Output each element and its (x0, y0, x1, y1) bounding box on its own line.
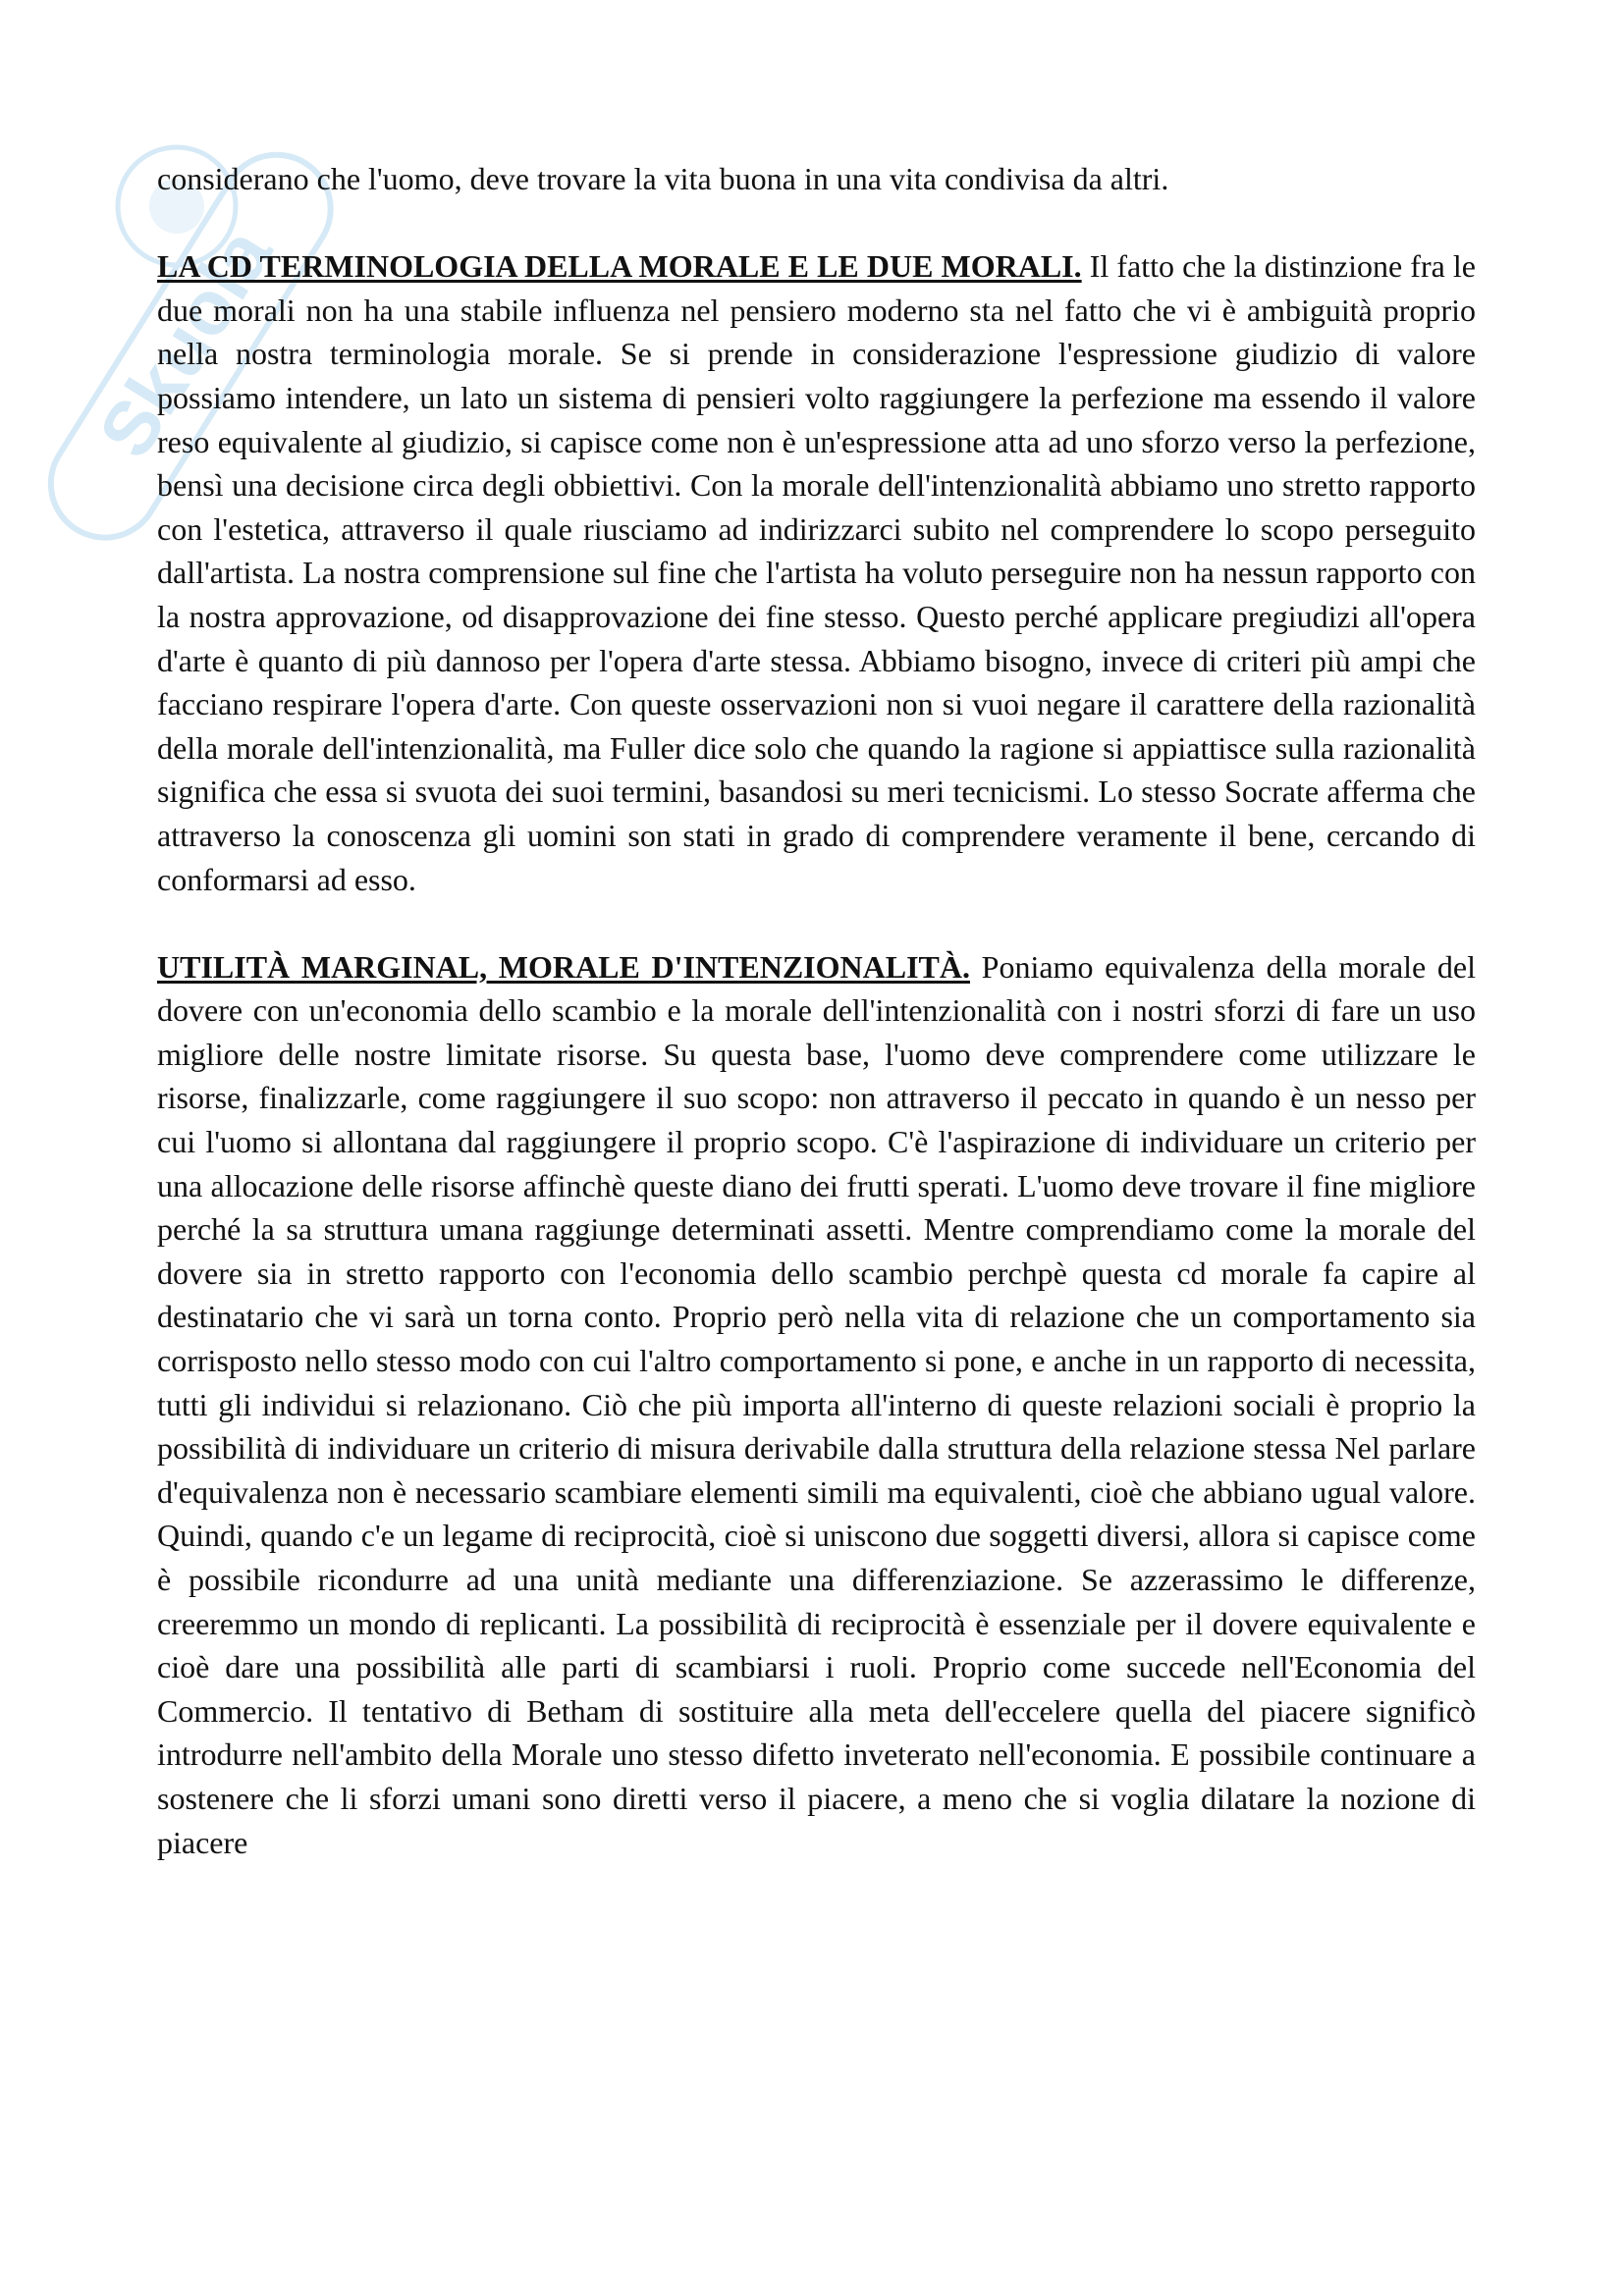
section-heading-terminologia: LA CD TERMINOLOGIA DELLA MORALE E LE DUE MORALI. (157, 248, 1082, 285)
svg-text:Skuola: Skuola (81, 213, 289, 472)
section-utilita-marginal (157, 945, 1476, 1864)
section-body-utilita-marginal: Poniamo equivalenza della morale del dovere con un'economia dello scambio e la morale dell'intenzionalità con i nostri sforzi di fare un uso migliore delle nostre limitate risorse. Su questa base, l'uomo deve comprendere come utilizzare le risorse, finalizzarle, come raggiungere il suo scopo: non attraverso il peccato in quando è un nesso per cui l'uomo si allontana dal raggiungere il proprio scopo. C'è l'aspirazione di individuare un criterio per una allocazione delle risorse affinchè queste diano dei frutti sperati. L'uomo deve trovare il fine migliore perché la sa struttura umana raggiunge determinati assetti. Mentre comprendiamo come la morale del dovere sia in stretto rapporto con l'economia dello scambio perchpè questa cd morale fa capire al destinatario che vi sarà un torna conto. Proprio però nella vita di relazione che un comportamento sia corrisposto nello stesso modo con cui l'altro comportamento si pone, e anche in un rapporto di necessita, tutti gli individui si relazionano. Ciò che più importa all'interno di queste relazioni sociali è proprio la possibilità di individuare un criterio di misura derivabile dalla struttura della relazione stessa Nel parlare d'equivalenza non è necessario scambiare elementi simili ma equivalenti, cioè che abbiano ugual valore. Quindi, quando c'e un legame di reciprocità, cioè si uniscono due soggetti diversi, allora si capisce come è possibile ricondurre ad una unità mediante una differenziazione. Se azzerassimo le differenze, creeremmo un mondo di replicanti. La possibilità di reciprocità è essenziale per il dovere equivalente e cioè dare una possibilità alle parti di scambiarsi i ruoli. Proprio come succede nell'Economia del Commercio. Il tentativo di Betham di sostituire alla meta dell'eccelere quella del piacere significò introdurre nell'ambito della Morale uno stesso difetto inveterato nell'economia. E possibile continuare a sostenere che li sforzi umani sono diretti verso il piacere, a meno che si voglia dilatare la nozione di piacere (157, 948, 1477, 1860)
section-body-terminologia: Il fatto che la distinzione fra le due morali non ha una stabile influenza nel pensiero moderno sta nel fatto che vi è ambiguità proprio nella nostra terminologia morale. Se si prende in considerazione l'espressione giudizio di valore possiamo intendere, un lato un sistema di pensieri volto raggiungere la perfezione ma essendo il valore reso equivalente al giudizio, si capisce come non è un'espressione atta ad uno sforzo verso la perfezione, bensì una decisione circa degli obbiettivi. Con la morale dell'intenzionalità abbiamo uno stretto rapporto con l'estetica, attraverso il quale riusciamo ad indirizzarci subito nel comprendere lo scopo perseguito dall'artista. La nostra comprensione sul fine che l'artista ha voluto perseguire non ha nessun rapporto con la nostra approvazione, od disapprovazione dei fine stesso. Questo perché applicare pregiudizi all'opera d'arte è quanto di più dannoso per l'opera d'arte stessa. Abbiamo bisogno, invece di criteri più ampi che facciano respirare l'opera d'arte. Con queste osservazioni non si vuoi negare il carattere della razionalità della morale dell'intenzionalità, ma Fuller dice solo che quando la ragione si appiattisce sulla razionalità significa che essa si svuota dei suoi termini, basandosi su meri tecnicismi. Lo stesso Socrate afferma che attraverso la conoscenza gli uomini son stati in grado di comprendere veramente il bene, cercando di conformarsi ad esso. (157, 248, 1477, 897)
section-terminologia (157, 244, 1476, 901)
intro-text: considerano che l'uomo, deve trovare la vita buona in una vita condivisa da altri. (157, 161, 1169, 196)
document-body (157, 157, 1476, 1864)
intro-paragraph (157, 157, 1476, 201)
section-heading-utilita-marginal: UTILITÀ MARGINAL, MORALE D'INTENZIONALITÀ. (157, 948, 970, 985)
